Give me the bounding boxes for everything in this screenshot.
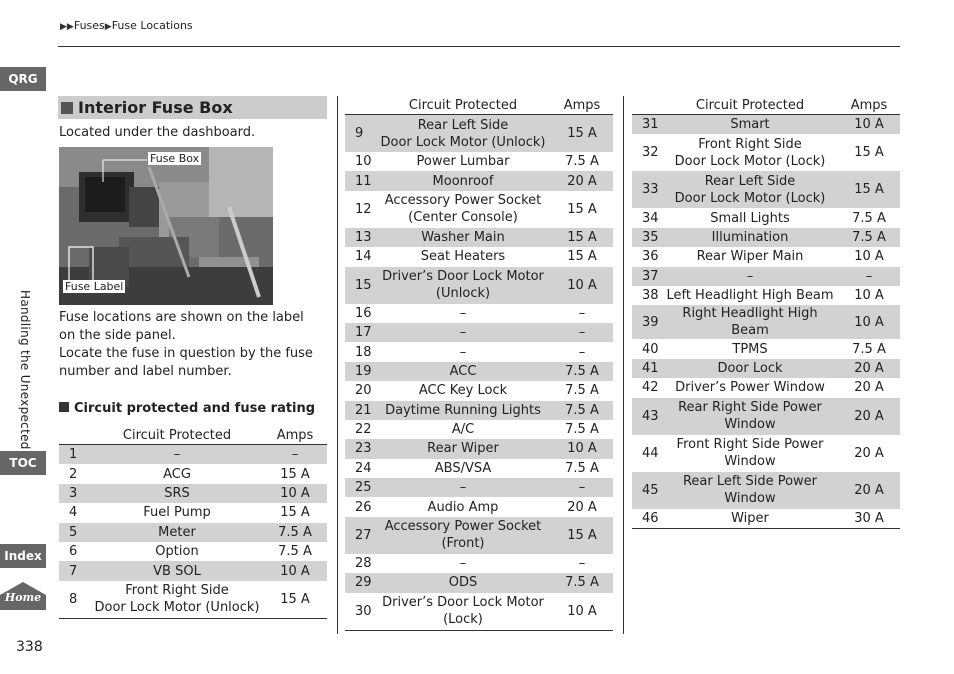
circuit-name: – — [662, 267, 838, 286]
table-row — [345, 401, 613, 420]
table-row — [345, 439, 613, 458]
table-row — [345, 304, 613, 323]
circuit-name: ACG — [163, 466, 191, 482]
circuit-name: – — [459, 556, 467, 572]
table-row — [632, 509, 900, 529]
breadcrumb — [60, 19, 193, 32]
table-row — [345, 228, 613, 247]
amps-value: 7.5 A — [565, 154, 599, 170]
circuit-name: Seat Heaters — [420, 249, 506, 265]
fuse-number: 10 — [355, 154, 372, 170]
table-row — [345, 323, 613, 342]
table-row — [345, 459, 613, 478]
fuse-number: 36 — [642, 249, 659, 265]
location-text: Located under the dashboard. — [59, 125, 256, 140]
table-header-circuit: Circuit Protected — [91, 426, 263, 445]
circuit-name: Accessory Power Socket (Center Console) — [384, 193, 542, 226]
table-row — [345, 247, 613, 266]
table-header-circuit: Circuit Protected — [375, 96, 551, 115]
amps-value: 10 A — [551, 439, 613, 458]
table-row — [632, 378, 900, 397]
fuse-number: 4 — [69, 505, 78, 521]
table-row — [632, 305, 900, 339]
table-header-blank — [345, 96, 375, 115]
chapter-label: Handling the Unexpected — [18, 290, 32, 450]
fuse-number: 7 — [59, 561, 91, 580]
fuse-box-photo — [59, 147, 273, 305]
description-1: Fuse locations are shown on the label on the side panel. — [59, 310, 304, 343]
table-row — [59, 523, 327, 542]
table-row — [632, 339, 900, 358]
circuit-name: – — [91, 445, 263, 465]
fuse-label-callout: Fuse Label — [65, 280, 124, 293]
amps-value: 7.5 A — [278, 544, 312, 560]
circuit-name: – — [459, 305, 467, 321]
fuse-number: 42 — [642, 380, 659, 396]
circuit-name: Driver’s Door Lock Motor (Lock) — [375, 593, 551, 631]
amps-value: 7.5 A — [551, 362, 613, 381]
circuit-name: Option — [155, 544, 199, 560]
fuse-box-callout: Fuse Box — [150, 152, 200, 165]
circuit-name: VB SOL — [91, 561, 263, 580]
amps-value: 20 A — [838, 398, 900, 435]
fuse-number: 27 — [345, 517, 375, 554]
circuit-name: ACC — [375, 362, 551, 381]
fuse-number: 9 — [345, 115, 375, 153]
fuse-number: 12 — [355, 201, 372, 217]
table-row — [632, 398, 900, 435]
qrg-tab[interactable]: QRG — [0, 67, 46, 91]
amps-value: 20 A — [567, 499, 597, 515]
table-row — [632, 247, 900, 266]
circuit-name: A/C — [451, 422, 475, 438]
fuse-number: 8 — [59, 581, 91, 619]
circuit-name: Rear Left Side Door Lock Motor (Unlock) — [375, 115, 551, 153]
table-header-blank — [59, 426, 91, 445]
table-row — [59, 464, 327, 483]
fuse-number: 41 — [632, 359, 662, 378]
fuse-table-1 — [59, 426, 327, 619]
table-row — [345, 497, 613, 516]
amps-value: 7.5 A — [852, 341, 886, 357]
amps-value: – — [578, 556, 586, 572]
table-row — [345, 573, 613, 592]
circuit-name: ACC Key Lock — [418, 383, 508, 399]
fuse-number: 25 — [345, 478, 375, 497]
amps-value: 30 A — [838, 509, 900, 529]
amps-value: 20 A — [551, 171, 613, 190]
fuse-number: 29 — [345, 573, 375, 592]
table-row — [632, 134, 900, 171]
table-row — [632, 171, 900, 208]
amps-value: 15 A — [567, 249, 597, 265]
circuit-name: ABS/VSA — [434, 460, 492, 476]
fuse-number: 11 — [345, 171, 375, 190]
circuit-name: Front Right Side Door Lock Motor (Lock) — [674, 136, 826, 169]
circuit-name: Front Right Side Door Lock Motor (Unlock) — [91, 581, 263, 619]
circuit-name: Illumination — [662, 228, 838, 247]
circuit-name: ODS — [375, 573, 551, 592]
table-row — [632, 286, 900, 305]
circuit-name: Smart — [662, 115, 838, 135]
table-row — [632, 208, 900, 227]
fuse-number: 22 — [355, 422, 372, 438]
amps-value: 20 A — [838, 359, 900, 378]
circuit-name: Right Headlight High Beam — [662, 305, 838, 339]
fuse-number: 5 — [59, 523, 91, 542]
amps-value: 20 A — [854, 445, 884, 461]
amps-value: 10 A — [263, 561, 327, 580]
circuit-name: Rear Wiper — [375, 439, 551, 458]
amps-value: 10 A — [838, 115, 900, 135]
table-header-circuit: Circuit Protected — [662, 96, 838, 115]
table-row — [59, 561, 327, 580]
fuse-number: 14 — [355, 249, 372, 265]
subheading — [59, 401, 315, 416]
fuse-number: 39 — [632, 305, 662, 339]
fuse-number: 18 — [355, 344, 372, 360]
section-title-text: Interior Fuse Box — [78, 98, 233, 117]
table-row — [345, 152, 613, 171]
fuse-table-2 — [345, 96, 613, 631]
amps-value: 15 A — [567, 201, 597, 217]
fuse-number: 44 — [642, 445, 659, 461]
amps-value: 20 A — [854, 380, 884, 396]
fuse-number: 33 — [632, 171, 662, 208]
amps-value: 10 A — [854, 288, 884, 304]
amps-value: 15 A — [551, 115, 613, 153]
section-square-icon — [61, 102, 73, 114]
circuit-name: Meter — [91, 523, 263, 542]
table-row — [632, 435, 900, 472]
amps-value: – — [578, 344, 586, 360]
fuse-number: 26 — [355, 499, 372, 515]
fuse-number: 19 — [345, 362, 375, 381]
subheading-square-icon — [59, 402, 69, 412]
amps-value: 10 A — [551, 267, 613, 304]
table-row — [59, 484, 327, 503]
circuit-name: Moonroof — [375, 171, 551, 190]
table-row — [345, 593, 613, 631]
fuse-number: 16 — [355, 305, 372, 321]
breadcrumb-arrows: ▶▶ — [60, 22, 74, 32]
fuse-number: 46 — [632, 509, 662, 529]
header-rule — [58, 46, 900, 47]
amps-value: 15 A — [551, 517, 613, 554]
fuse-number: 21 — [345, 401, 375, 420]
circuit-name: – — [375, 478, 551, 497]
table-row — [632, 228, 900, 247]
fuse-number: 23 — [345, 439, 375, 458]
circuit-name: Power Lumbar — [416, 154, 510, 170]
table-header-blank — [632, 96, 662, 115]
fuse-number: 32 — [642, 145, 659, 161]
table-row — [345, 554, 613, 573]
table-row — [345, 171, 613, 190]
table-header-amps: Amps — [551, 96, 613, 115]
circuit-name: Front Right Side Power Window — [676, 437, 824, 470]
amps-value: 7.5 A — [838, 228, 900, 247]
table-row — [632, 472, 900, 509]
fuse-number: 2 — [69, 466, 78, 482]
amps-value: 7.5 A — [551, 401, 613, 420]
table-row — [345, 420, 613, 439]
amps-value: 7.5 A — [551, 573, 613, 592]
fuse-number: 37 — [632, 267, 662, 286]
amps-value: – — [551, 478, 613, 497]
amps-value: 10 A — [854, 249, 884, 265]
subheading-text: Circuit protected and fuse rating — [74, 401, 316, 416]
amps-value: 7.5 A — [852, 210, 886, 226]
fuse-number: 13 — [345, 228, 375, 247]
table-row — [345, 381, 613, 400]
amps-value: 7.5 A — [565, 460, 599, 476]
amps-value: 7.5 A — [565, 422, 599, 438]
fuse-number: 30 — [345, 593, 375, 631]
circuit-name: Rear Left Side Power Window — [662, 472, 838, 509]
table-row — [345, 342, 613, 361]
amps-value: 15 A — [551, 228, 613, 247]
circuit-name: Accessory Power Socket (Front) — [375, 517, 551, 554]
table-row — [59, 581, 327, 619]
circuit-name: Door Lock — [662, 359, 838, 378]
description-2: Locate the fuse in question by the fuse number and label number. — [59, 346, 313, 379]
fuse-number: 43 — [632, 398, 662, 435]
home-icon — [0, 580, 46, 610]
table-row — [632, 359, 900, 378]
index-tab[interactable]: Index — [0, 544, 46, 568]
amps-value: 10 A — [551, 593, 613, 631]
circuit-name: Small Lights — [710, 210, 790, 226]
fuse-number: 15 — [345, 267, 375, 304]
circuit-name: Daytime Running Lights — [375, 401, 551, 420]
amps-value: 7.5 A — [263, 523, 327, 542]
column-divider — [623, 96, 624, 634]
table-row — [59, 445, 327, 465]
table-row — [345, 362, 613, 381]
amps-value: 20 A — [838, 472, 900, 509]
table-row — [632, 267, 900, 286]
amps-value: 10 A — [838, 305, 900, 339]
column-divider — [337, 96, 338, 634]
circuit-name: Driver’s Door Lock Motor (Unlock) — [375, 267, 551, 304]
circuit-name: Washer Main — [375, 228, 551, 247]
fuse-number: 35 — [632, 228, 662, 247]
home-button[interactable] — [0, 580, 46, 610]
circuit-name: Rear Left Side Door Lock Motor (Lock) — [662, 171, 838, 208]
fuse-number: 17 — [345, 323, 375, 342]
amps-value: – — [578, 305, 586, 321]
toc-tab[interactable]: TOC — [0, 451, 46, 475]
table-row — [345, 267, 613, 304]
table-header-amps: Amps — [838, 96, 900, 115]
fuse-number: 6 — [69, 544, 78, 560]
table-row — [59, 542, 327, 561]
breadcrumb-separator: ▶ — [104, 22, 112, 32]
amps-value: 15 A — [280, 505, 310, 521]
table-row — [345, 478, 613, 497]
fuse-number: 3 — [59, 484, 91, 503]
amps-value: 15 A — [854, 145, 884, 161]
fuse-number: 20 — [355, 383, 372, 399]
amps-value: – — [838, 267, 900, 286]
fuse-number: 38 — [642, 288, 659, 304]
circuit-name: Driver’s Power Window — [675, 380, 825, 396]
fuse-number: 1 — [59, 445, 91, 465]
table-row — [345, 191, 613, 228]
circuit-name: – — [375, 323, 551, 342]
circuit-name: – — [459, 344, 467, 360]
circuit-name: Wiper — [662, 509, 838, 529]
fuse-number: 45 — [632, 472, 662, 509]
home-label: Home — [4, 591, 42, 604]
amps-value: 15 A — [838, 171, 900, 208]
amps-value: – — [263, 445, 327, 465]
amps-value: 7.5 A — [565, 383, 599, 399]
circuit-name: Rear Wiper Main — [696, 249, 804, 265]
circuit-name: Audio Amp — [427, 499, 499, 515]
table-header-amps: Amps — [263, 426, 327, 445]
fuse-table-3 — [632, 96, 900, 529]
table-row — [345, 517, 613, 554]
fuse-number: 28 — [355, 556, 372, 572]
table-row — [632, 115, 900, 135]
fuse-number: 31 — [632, 115, 662, 135]
circuit-name: SRS — [91, 484, 263, 503]
circuit-name: TPMS — [732, 341, 768, 357]
circuit-name: Left Headlight High Beam — [666, 288, 834, 304]
table-row — [59, 503, 327, 522]
page-number: 338 — [16, 639, 43, 655]
amps-value: 15 A — [280, 466, 310, 482]
amps-value: – — [551, 323, 613, 342]
breadcrumb-current: Fuse Locations — [111, 19, 193, 32]
fuse-number: 24 — [355, 460, 372, 476]
amps-value: 15 A — [263, 581, 327, 619]
circuit-name: Rear Right Side Power Window — [662, 398, 838, 435]
breadcrumb-link-fuses[interactable]: Fuses — [73, 19, 105, 32]
table-row — [345, 115, 613, 153]
fuse-number: 34 — [642, 210, 659, 226]
section-title — [58, 96, 327, 119]
circuit-name: Fuel Pump — [143, 505, 211, 521]
amps-value: 10 A — [263, 484, 327, 503]
fuse-number: 40 — [642, 341, 659, 357]
